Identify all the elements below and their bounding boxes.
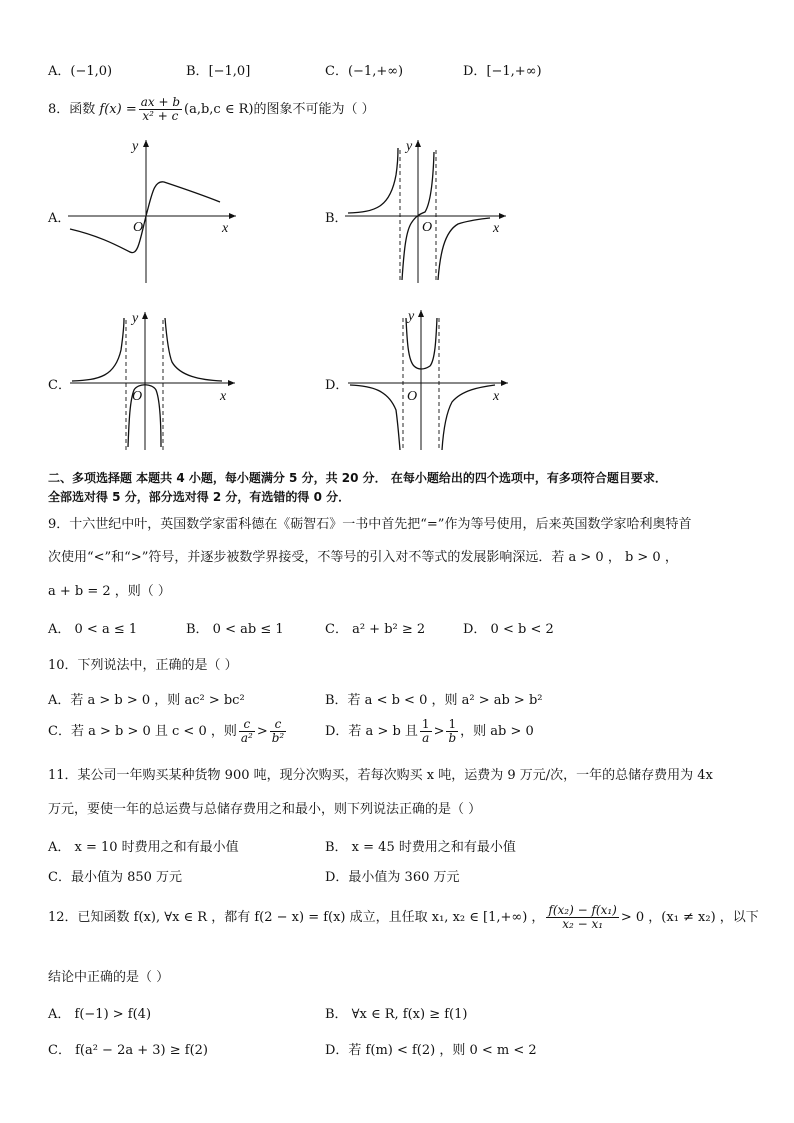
q11-option-c[interactable]: C．最小值为 850 万元 <box>48 870 183 885</box>
graph-b-x-label: x <box>493 221 500 236</box>
q11-line1: 11．某公司一年购买某种货物 900 吨，现分次购买，若每次购买 x 吨，运费为 9 万元/次，一年的总储存费用为 4x <box>48 768 713 783</box>
q9-line3: a + b = 2 ，则（ ） <box>48 584 171 599</box>
q9-option-a[interactable]: A． 0 < a ≤ 1 <box>48 622 138 637</box>
q7-option-a[interactable]: A．(−1,0) <box>48 64 113 79</box>
graph-d-y-label: y <box>408 309 415 324</box>
q9-line2: 次使用“<”和“>”符号，并逐步被数学界接受，不等号的引入对不等式的发展影响深远．若 a > 0 ， b > 0 ， <box>48 550 678 565</box>
q10-option-d[interactable]: D．若 a > b 且 $\frac{1}{a}$ > $\frac{1}{b}$ ，则 ab > 0 <box>325 717 534 745</box>
graph-d-x-label: x <box>493 389 500 404</box>
graph-a-x-label: x <box>222 221 229 236</box>
q9-option-c[interactable]: C． a² + b² ≥ 2 <box>325 622 426 637</box>
q12-option-d[interactable]: D．若 f(m) < f(2) ，则 0 < m < 2 <box>325 1043 537 1058</box>
q9-line1: 9．十六世纪中叶，英国数学家雷科德在《砺智石》一书中首先把“=”作为等号使用，后来英国数学家哈利奥特首 <box>48 517 692 532</box>
graph-b-origin: O <box>422 220 433 235</box>
graph-a-y-label: y <box>132 139 139 154</box>
graph-d-origin: O <box>407 389 418 404</box>
graph-c-origin: O <box>132 389 143 404</box>
q12-option-a[interactable]: A． f(−1) > f(4) <box>48 1007 152 1022</box>
q10-option-c[interactable]: C．若 a > b > 0 且 c < 0 ，则 $\frac{c}{\text{a²}}$ > $\frac{c}{\text{b²}}$ <box>48 717 285 745</box>
section2-scoring: 全部选对得 5 分，部分选对得 2 分，有选错的得 0 分． <box>48 490 351 504</box>
q12-line2: 结论中正确的是（ ） <box>48 970 170 985</box>
q7-option-c[interactable]: C．(−1,+∞) <box>325 64 404 79</box>
q10-stem: 10．下列说法中，正确的是（ ） <box>48 658 238 673</box>
q8-option-a[interactable]: A． <box>48 211 71 226</box>
graph-c-x-label: x <box>220 389 227 404</box>
q8-fraction: $\frac{ax + b}{\text{x² + c}}$ <box>140 95 181 123</box>
q12-stem: 12．已知函数 f(x), ∀x ∈ R ，都有 f(2 − x) = f(x) 成立，且任取 x₁, x₂ ∈ [1,+∞) ， $\frac{\text{f(x₂) − f(x₁)}}{\text{x₂ − x₁}}$ > 0 ，(x₁ ≠ x₂) ，以下 <box>48 903 759 931</box>
q11-option-d[interactable]: D．最小值为 360 万元 <box>325 870 460 885</box>
q12-option-c[interactable]: C． f(a² − 2a + 3) ≥ f(2) <box>48 1043 208 1058</box>
q8-option-c[interactable]: C． <box>48 378 71 393</box>
q8-option-d[interactable]: D． <box>325 378 349 393</box>
q9-option-b[interactable]: B． 0 < ab ≤ 1 <box>186 622 284 637</box>
graph-c-y-label: y <box>132 311 139 326</box>
q12-option-b[interactable]: B． ∀x ∈ R, f(x) ≥ f(1) <box>325 1007 468 1022</box>
q11-option-a[interactable]: A． x = 10 时费用之和有最小值 <box>48 840 239 855</box>
q8-stem: 8．函数 f(x) = $\frac{ax + b}{\text{x² + c}}$ (a,b,c ∈ R)的图象不可能为（ ） <box>48 95 375 123</box>
q9-option-d[interactable]: D． 0 < b < 2 <box>463 622 554 637</box>
q11-option-b[interactable]: B． x = 45 时费用之和有最小值 <box>325 840 516 855</box>
graph-a-origin: O <box>133 220 144 235</box>
q10-option-b[interactable]: B．若 a < b < 0 ，则 a² > ab > b² <box>325 693 543 708</box>
q7-option-d[interactable]: D．[−1,+∞) <box>463 64 542 79</box>
q11-line2: 万元，要使一年的总运费与总储存费用之和最小，则下列说法正确的是（ ） <box>48 802 482 817</box>
section2-heading: 二、多项选择题 本题共 4 小题，每小题满分 5 分，共 20 分． 在每小题给出的四个选项中，有多项符合题目要求． <box>48 471 667 485</box>
q8-option-b[interactable]: B． <box>325 211 348 226</box>
graph-b-y-label: y <box>406 139 413 154</box>
q10-option-a[interactable]: A．若 a > b > 0 ，则 ac² > bc² <box>48 693 245 708</box>
q7-option-b[interactable]: B．[−1,0] <box>186 64 251 79</box>
